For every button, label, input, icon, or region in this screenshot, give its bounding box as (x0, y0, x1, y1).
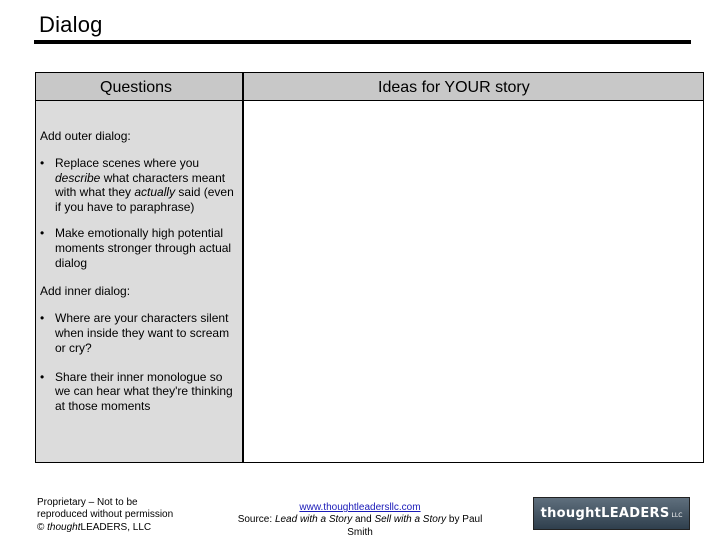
inner-bullet-1-text: Where are your characters silent when inside they want to scream or cry? (55, 311, 230, 355)
website-link[interactable]: www.thoughtleadersllc.com (299, 502, 421, 513)
proprietary-line-1: Proprietary – Not to be (37, 497, 138, 508)
outer-dialog-heading: Add outer dialog: (40, 129, 131, 143)
source-author: by Paul Smith (347, 514, 483, 538)
outer-bullet-1-text-c: said (even if you have to paraphrase) (55, 185, 234, 215)
proprietary-line-2: reproduced without permission (37, 509, 174, 521)
bullet-dot: • (40, 311, 45, 326)
inner-dialog-heading: Add inner dialog: (40, 284, 131, 299)
source-and: and (352, 514, 375, 526)
inner-bullet-2-text: Share their inner monologue so we can hear what they're thinking at those moments (55, 369, 233, 414)
outer-bullet-1 (40, 156, 238, 215)
source-prefix: Source: (237, 514, 275, 526)
outer-bullet-1-emphasis-actually: actually (134, 185, 176, 200)
copyright-symbol: © (37, 521, 48, 533)
outer-bullet-1-text-b: what characters meant with what they (55, 170, 226, 200)
questions-table (35, 72, 704, 463)
ideas-column-header: Ideas for YOUR story (378, 79, 530, 96)
questions-cell (36, 101, 242, 462)
bullet-dot: • (40, 225, 45, 240)
logo-llc: LLC (671, 511, 683, 519)
copyright-line (37, 522, 173, 534)
thoughtleaders-logo (533, 497, 690, 530)
table-header-row (36, 73, 703, 101)
outer-bullet-1-emphasis-describe: describe (55, 170, 101, 185)
inner-bullet-2 (40, 370, 238, 414)
bullet-dot: • (40, 369, 45, 384)
footer-source (224, 502, 496, 539)
outer-bullet-2-text: Make emotionally high potential moments stronger through actual dialog (55, 225, 232, 270)
footer-proprietary-notice (37, 497, 173, 534)
book-title-2: Sell with a Story (374, 514, 447, 526)
outer-bullet-2 (40, 226, 238, 270)
copyright-thought: thought (47, 521, 81, 533)
source-line (224, 514, 496, 539)
book-title-1: Lead with a Story (274, 514, 353, 526)
logo-wordmark: thoughtLEADERS (540, 506, 670, 521)
bullet-dot: • (40, 155, 45, 170)
questions-column-header: Questions (100, 79, 173, 96)
inner-bullet-1 (40, 311, 238, 355)
title-divider (34, 40, 691, 44)
copyright-leaders: LEADERS, LLC (80, 521, 152, 533)
outer-bullet-1-text-a: Replace scenes where you (55, 155, 200, 170)
page-title: Dialog (39, 12, 103, 37)
ideas-cell[interactable] (244, 101, 703, 462)
